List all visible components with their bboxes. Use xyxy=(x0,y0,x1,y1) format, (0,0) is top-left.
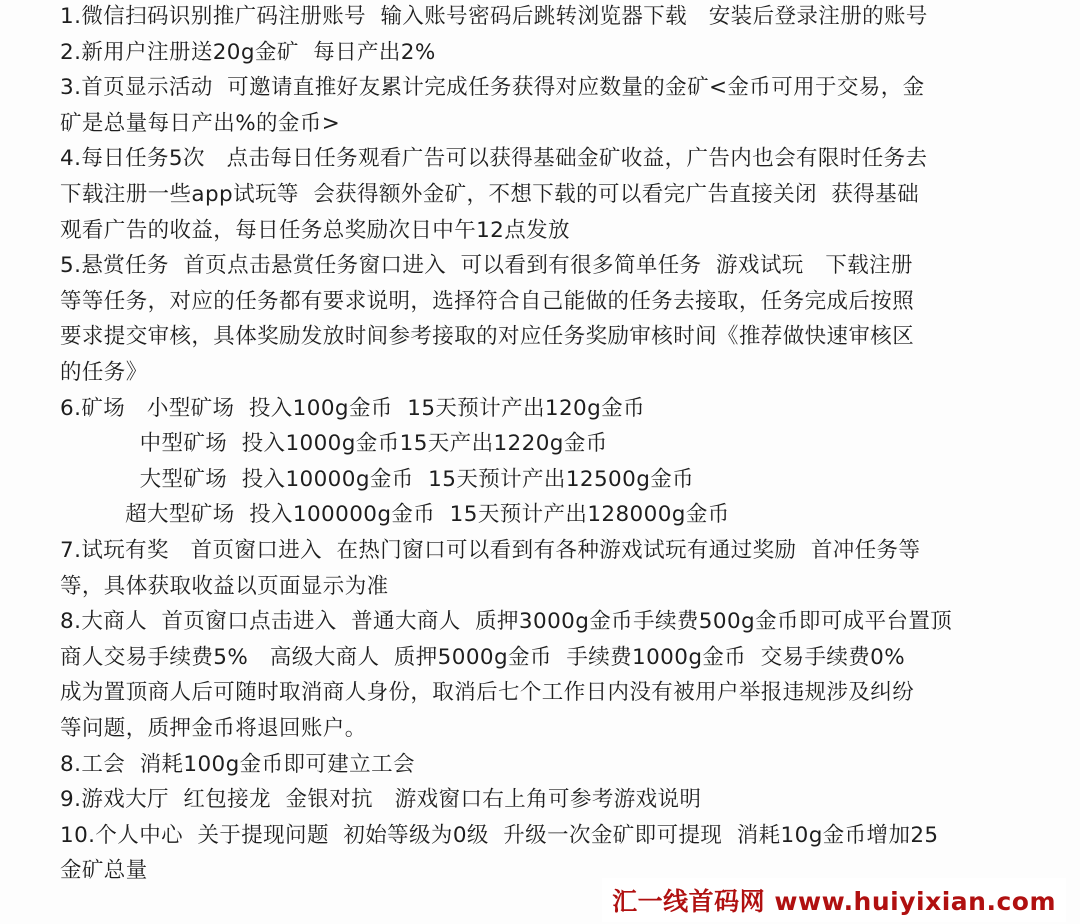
text-line: 10.个人中心 关于提现问题 初始等级为0级 升级一次金矿即可提现 消耗10g金币增加25 xyxy=(60,822,939,848)
text-line: 等，具体获取收益以页面显示为准 xyxy=(60,573,389,599)
text-line: 成为置顶商人后可随时取消商人身份，取消后七个工作日内没有被用户举报违规涉及纠纷 xyxy=(60,680,915,706)
text-line: 1.微信扫码识别推广码注册账号 输入账号密码后跳转浏览器下载 安装后登录注册的账号 xyxy=(60,4,928,29)
text-line: 6.矿场 小型矿场 投入100g金币 15天预计产出120g金币 xyxy=(60,395,645,421)
text-line: 观看广告的收益，每日任务总奖励次日中午12点发放 xyxy=(60,217,570,243)
text-line: 8.大商人 首页窗口点击进入 普通大商人 质押3000g金币手续费500g金币即可成平台置顶 xyxy=(60,609,953,635)
text-line: 下载注册一些app试玩等 会获得额外金矿，不想下载的可以看完广告直接关闭 获得基础 xyxy=(60,182,920,207)
text-line: 金矿总量 xyxy=(60,858,148,884)
text-line: 中型矿场 投入1000g金币15天产出1220g金币 xyxy=(60,431,608,457)
text-line: 商人交易手续费5% 高级大商人 质押5000g金币 手续费1000g金币 交易手续费0% xyxy=(60,644,906,670)
text-line: 4.每日任务5次 点击每日任务观看广告可以获得基础金矿收益，广告内也会有限时任务去 xyxy=(60,146,928,172)
text-line: 超大型矿场 投入100000g金币 15天预计产出128000g金币 xyxy=(60,502,730,528)
text-line: 要求提交审核，具体奖励发放时间参考接取的对应任务奖励审核时间《推荐做快速审核区 xyxy=(60,324,915,350)
text-line: 矿是总量每日产出%的金币> xyxy=(60,110,341,136)
text-line: 等等任务，对应的任务都有要求说明，选择符合自己能做的任务去接取，任务完成后按照 xyxy=(60,288,915,314)
text-line: 7.试玩有奖 首页窗口进入 在热门窗口可以看到有各种游戏试玩有通过奖励 首冲任务等 xyxy=(60,538,921,563)
text-line: 9.游戏大厅 红包接龙 金银对抗 游戏窗口右上角可参考游戏说明 xyxy=(60,787,702,813)
text-line: 3.首页显示活动 可邀请直推好友累计完成任务获得对应数量的金矿<金币可用于交易，金 xyxy=(60,75,925,101)
text-line: 大型矿场 投入10000g金币 15天预计产出12500g金币 xyxy=(60,466,695,492)
text-line: 8.工会 消耗100g金币即可建立工会 xyxy=(60,751,415,777)
text-line: 的任务》 xyxy=(60,360,148,385)
text-line: 2.新用户注册送20g金矿 每日产出2% xyxy=(60,39,436,65)
site-watermark: 汇一线首码网 www.huiyixian.com xyxy=(602,878,1066,922)
text-line: 5.悬赏任务 首页点击悬赏任务窗口进入 可以看到有很多简单任务 游戏试玩 下载注册 xyxy=(60,253,913,279)
text-line: 等问题，质押金币将退回账户。 xyxy=(60,716,367,741)
